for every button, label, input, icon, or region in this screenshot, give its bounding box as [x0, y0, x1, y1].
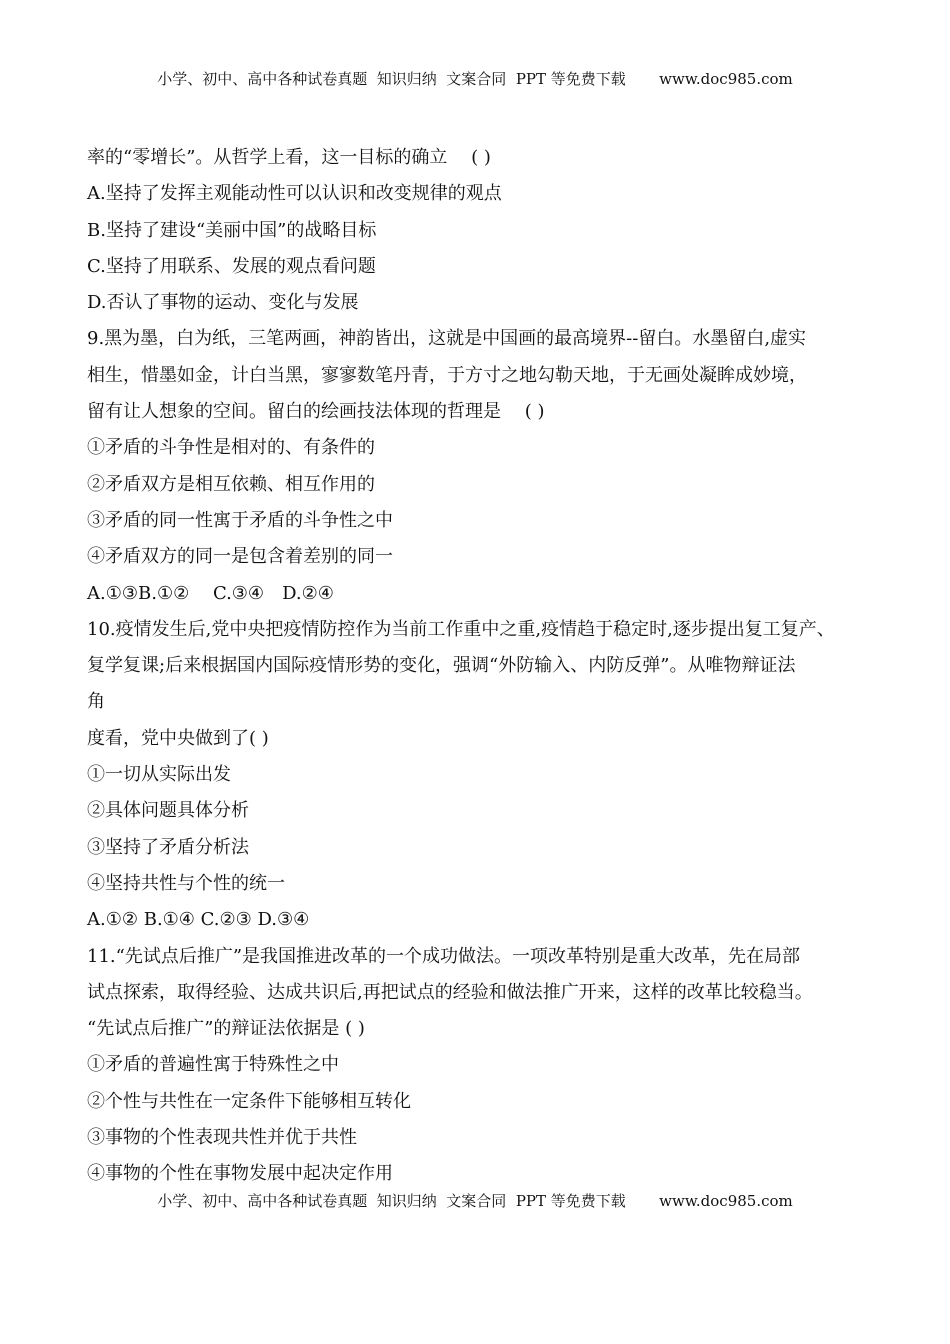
question-line: 复学复课;后来根据国内国际疫情形势的变化，强调“外防输入、内防反弹”。从唯物辩证法: [87, 655, 796, 677]
statement-line: ②个性与共性在一定条件下能够相互转化: [87, 1090, 411, 1112]
option-line: A.坚持了发挥主观能动性可以认识和改变规律的观点: [87, 183, 502, 205]
statement-line: ④事物的个性在事物发展中起决定作用: [87, 1163, 393, 1185]
question-line: 留有让人想象的空间。留白的绘画技法体现的哲理是 ( ): [87, 401, 545, 423]
text-line: 率的“零增长”。从哲学上看，这一目标的确立 ( ): [87, 147, 491, 168]
question-line: 试点探索，取得经验、达成共识后,再把试点的经验和做法推广开来，这样的改革比较稳当。: [87, 981, 813, 1003]
statement-line: ②矛盾双方是相互依赖、相互作用的: [87, 473, 375, 495]
statement-line: ④坚持共性与个性的统一: [87, 872, 285, 894]
page-footer: 小学、初中、高中各种试卷真题 知识归纳 文案合同 PPT 等免费下载 www.doc985.com: [157, 1192, 793, 1210]
option-line: D.否认了事物的运动、变化与发展: [87, 292, 359, 314]
document-body: [87, 140, 877, 1193]
option-line: C.坚持了用联系、发展的观点看问题: [87, 255, 376, 277]
question-line: 度看，党中央做到了( ): [87, 727, 269, 749]
statement-line: ③坚持了矛盾分析法: [87, 836, 249, 858]
statement-line: ④矛盾双方的同一是包含着差别的同一: [87, 546, 393, 568]
option-line: B.坚持了建设“美丽中国”的战略目标: [87, 219, 377, 241]
answer-options-line: A.①② B.①④ C.②③ D.③④: [87, 909, 310, 931]
statement-line: ①一切从实际出发: [87, 764, 231, 786]
question-line: “先试点后推广”的辩证法依据是 ( ): [87, 1018, 365, 1040]
statement-line: ③事物的个性表现共性并优于共性: [87, 1127, 357, 1149]
question-line: 11.“先试点后推广”是我国推进改革的一个成功做法。一项改革特别是重大改革，先在局部: [87, 945, 801, 967]
statement-line: ①矛盾的普遍性寓于特殊性之中: [87, 1054, 339, 1076]
statement-line: ①矛盾的斗争性是相对的、有条件的: [87, 437, 375, 459]
statement-line: ②具体问题具体分析: [87, 800, 249, 822]
question-line: 10.疫情发生后,党中央把疫情防控作为当前工作重中之重,疫情趋于稳定时,逐步提出复工复产、: [87, 618, 835, 640]
question-line: 9.黑为墨，白为纸，三笔两画，神韵皆出，这就是中国画的最高境界--留白。水墨留白,虚实: [87, 328, 807, 350]
page-header: 小学、初中、高中各种试卷真题 知识归纳 文案合同 PPT 等免费下载 www.doc985.com: [157, 70, 793, 88]
statement-line: ③矛盾的同一性寓于矛盾的斗争性之中: [87, 509, 393, 531]
question-line: 角: [87, 691, 105, 713]
answer-options-line: A.①③B.①② C.③④ D.②④: [87, 582, 334, 604]
question-line: 相生，惜墨如金，计白当黑，寥寥数笔丹青，于方寸之地勾勒天地，于无画处凝眸成妙境，: [87, 364, 807, 386]
